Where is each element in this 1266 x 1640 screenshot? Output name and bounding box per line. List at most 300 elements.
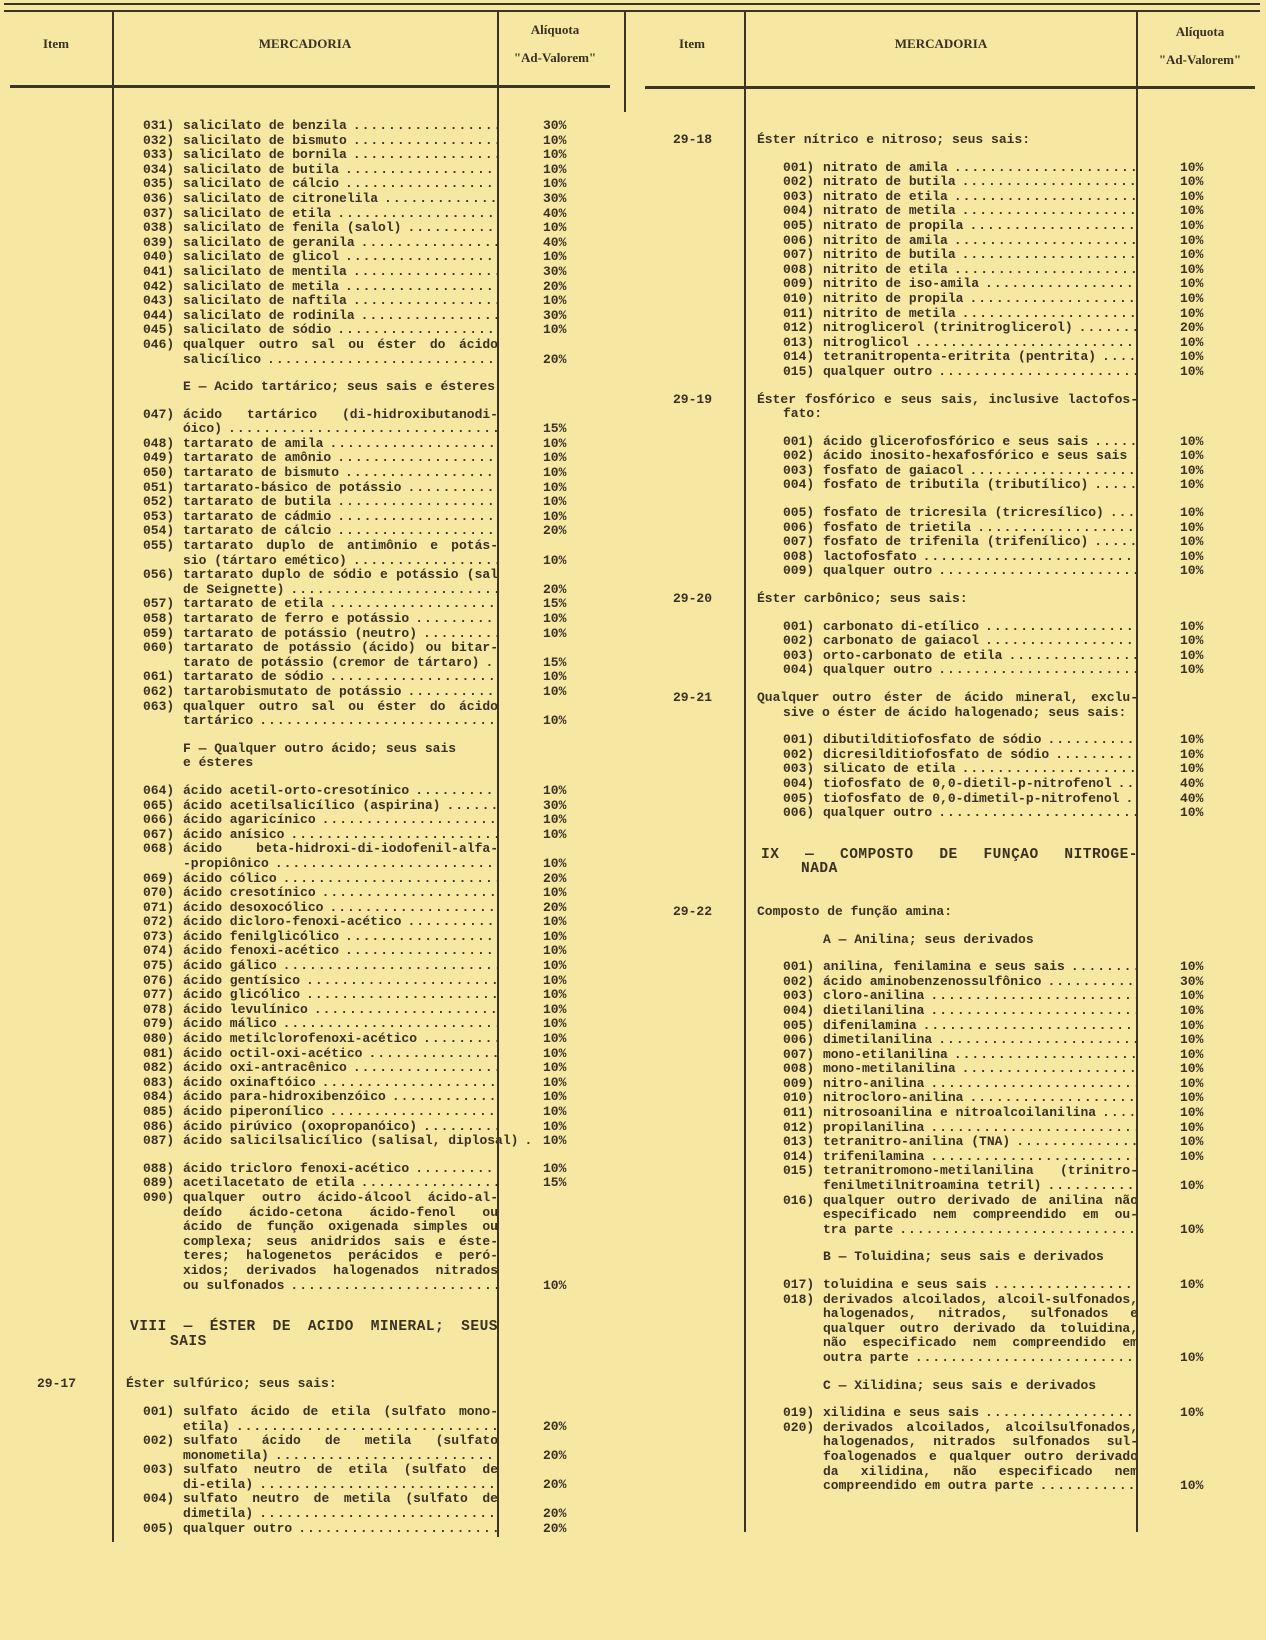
table-row[interactable] <box>640 989 1266 1004</box>
entry-code: 053) <box>143 508 175 524</box>
text-line-last <box>183 959 498 974</box>
entry-description <box>183 685 498 700</box>
table-row[interactable] <box>640 550 1266 565</box>
table-row[interactable] <box>640 234 1266 249</box>
entries-block <box>0 1162 620 1293</box>
rate-value: 40% <box>1180 790 1204 806</box>
table-row[interactable] <box>640 634 1266 649</box>
dot-leader <box>269 857 498 872</box>
entry-code: 012) <box>783 1119 815 1135</box>
entry-description <box>823 1194 1138 1238</box>
entry-code: 004) <box>783 1002 815 1018</box>
table-row[interactable] <box>0 236 620 251</box>
text-line-last <box>183 481 498 496</box>
table-row[interactable] <box>0 784 620 799</box>
table-row[interactable] <box>0 1463 620 1492</box>
entry-code: 009) <box>783 276 815 292</box>
entry-code: 071) <box>143 899 175 915</box>
table-row[interactable] <box>0 148 620 163</box>
text-line: ácido oxinaftóico <box>183 1074 316 1090</box>
rate-value: 10% <box>1180 805 1204 821</box>
table-row[interactable] <box>0 988 620 1003</box>
text-line: óico) <box>183 421 223 437</box>
table-row[interactable] <box>640 564 1266 579</box>
entry <box>783 1091 1138 1106</box>
text-line: sio (tártaro emético) <box>183 552 347 568</box>
entry-description <box>823 248 1138 263</box>
entry <box>143 1003 498 1018</box>
table-row[interactable] <box>0 192 620 207</box>
text-line: ácido pirúvico (oxopropanóico) <box>183 1118 418 1134</box>
table-row[interactable] <box>0 207 620 222</box>
mercadoria-cell <box>745 190 1138 205</box>
table-row[interactable] <box>640 263 1266 278</box>
table-row[interactable] <box>640 1194 1266 1238</box>
entry-code: 002) <box>783 973 815 989</box>
table-row[interactable] <box>640 435 1266 450</box>
text-line-last <box>183 828 498 843</box>
mercadoria-cell <box>113 1176 498 1191</box>
dot-leader <box>355 1176 498 1191</box>
dot-leader <box>956 1062 1138 1077</box>
text-line: fenilmetilnitroamina tetril) <box>823 1178 1042 1194</box>
mercadoria-cell <box>113 280 498 295</box>
table-row[interactable] <box>0 1061 620 1076</box>
table-row[interactable] <box>640 307 1266 322</box>
table-row[interactable] <box>0 119 620 134</box>
text-line-last <box>823 161 1138 176</box>
table-row[interactable] <box>0 959 620 974</box>
entry <box>143 250 498 265</box>
table-row[interactable] <box>640 748 1266 763</box>
table-row[interactable] <box>640 464 1266 479</box>
table-row[interactable] <box>640 219 1266 234</box>
table-row[interactable] <box>0 338 620 367</box>
table-row[interactable] <box>640 1406 1266 1421</box>
table-row[interactable] <box>640 365 1266 380</box>
text-line: Éster carbônico; seus sais: <box>757 591 968 607</box>
table-row[interactable] <box>640 292 1266 307</box>
entry <box>143 1162 498 1177</box>
text-line: -propiônico <box>183 855 269 871</box>
entry <box>783 464 1138 479</box>
dot-leader <box>956 762 1138 777</box>
entry <box>143 799 498 814</box>
rate-value: 10% <box>543 147 567 163</box>
entry-code: 006) <box>783 1032 815 1048</box>
entry-code: 015) <box>783 1163 815 1179</box>
table-row[interactable] <box>640 521 1266 536</box>
text-line: nitro-anilina <box>823 1075 925 1091</box>
table-row[interactable] <box>0 641 620 670</box>
section-heading <box>130 1320 498 1349</box>
table-row[interactable] <box>640 1293 1266 1366</box>
table-row[interactable] <box>0 568 620 597</box>
table-row[interactable] <box>0 1191 620 1293</box>
mercadoria-cell <box>113 1061 498 1076</box>
entry-description <box>183 1061 498 1076</box>
table-row[interactable] <box>0 1134 620 1149</box>
table-row[interactable] <box>0 1162 620 1177</box>
mercadoria-cell <box>113 700 498 729</box>
text-line: qualquer outro ácido-álcool ácido-al- <box>183 1189 498 1205</box>
rate-value: 10% <box>1180 217 1204 233</box>
table-row[interactable] <box>0 481 620 496</box>
entry-description <box>183 134 498 149</box>
table-row[interactable] <box>0 1434 620 1463</box>
text-line-last <box>183 670 498 685</box>
text-line-last <box>183 1162 498 1177</box>
table-row[interactable] <box>0 915 620 930</box>
entry-description <box>823 564 1138 579</box>
text-line-last <box>823 1135 1138 1150</box>
table-row[interactable] <box>0 944 620 959</box>
table-row[interactable] <box>0 280 620 295</box>
entry <box>143 338 498 367</box>
table-row[interactable] <box>0 451 620 466</box>
entry <box>783 521 1138 536</box>
table-row[interactable] <box>640 762 1266 777</box>
mercadoria-cell <box>745 1379 1138 1394</box>
entry-code: 046) <box>143 336 175 352</box>
table-row[interactable] <box>0 510 620 525</box>
table-row[interactable] <box>0 294 620 309</box>
entry-code: 001) <box>783 618 815 634</box>
table-row[interactable] <box>0 612 620 627</box>
entry-code: 014) <box>783 1148 815 1164</box>
text-line-last <box>183 656 498 671</box>
entry-code: 080) <box>143 1031 175 1047</box>
mercadoria-cell <box>745 975 1138 990</box>
table-row[interactable] <box>0 1176 620 1191</box>
mercadoria-cell <box>745 292 1138 307</box>
entry-description <box>183 177 498 192</box>
rate-value: 10% <box>1180 1349 1204 1365</box>
rate-value: 10% <box>1180 1105 1204 1121</box>
table-row[interactable] <box>640 1004 1266 1019</box>
rate-value: 40% <box>543 234 567 250</box>
entry-code: 008) <box>783 1061 815 1077</box>
table-row[interactable] <box>0 437 620 452</box>
table-row[interactable] <box>0 1492 620 1521</box>
table-row[interactable] <box>0 685 620 700</box>
table-row[interactable] <box>640 1150 1266 1165</box>
table-row[interactable] <box>640 806 1266 821</box>
rate-value: 10% <box>1180 633 1204 649</box>
table-row[interactable] <box>0 901 620 916</box>
entry <box>143 466 498 481</box>
dot-leader <box>230 1420 498 1435</box>
table-row[interactable] <box>640 792 1266 807</box>
entry <box>783 1033 1138 1048</box>
rate-value: 10% <box>543 552 567 568</box>
table-row[interactable] <box>0 177 620 192</box>
text-line-last <box>183 134 498 149</box>
entry <box>143 207 498 222</box>
entry-description <box>183 901 498 916</box>
table-row[interactable] <box>0 974 620 989</box>
text-line-last <box>183 813 498 828</box>
table-row[interactable] <box>640 1121 1266 1136</box>
table-row[interactable] <box>0 828 620 843</box>
text-line: qualquer outro derivado de anilina não <box>823 1192 1138 1208</box>
table-row[interactable] <box>640 336 1266 351</box>
entry-code: 004) <box>783 775 815 791</box>
rate-value: 10% <box>543 1160 567 1176</box>
dot-leader <box>948 161 1138 176</box>
mercadoria-cell <box>113 784 498 799</box>
table-row[interactable] <box>0 539 620 568</box>
rate-value: 10% <box>1180 761 1204 777</box>
table-row[interactable] <box>0 1003 620 1018</box>
table-row[interactable] <box>0 1090 620 1105</box>
entry-description <box>183 1176 498 1191</box>
table-row[interactable] <box>640 1033 1266 1048</box>
entry-description <box>183 1434 498 1463</box>
text-line-last <box>823 1121 1138 1136</box>
entries-block <box>640 506 1266 579</box>
table-row[interactable] <box>640 1019 1266 1034</box>
dot-leader <box>1073 321 1138 336</box>
position-description <box>757 691 1138 720</box>
table-row[interactable] <box>640 204 1266 219</box>
table-row[interactable] <box>640 975 1266 990</box>
dot-leader <box>323 437 498 452</box>
text-line: salicilato de cálcio <box>183 176 340 192</box>
table-row[interactable] <box>0 930 620 945</box>
table-row[interactable] <box>0 466 620 481</box>
table-row[interactable] <box>0 670 620 685</box>
table-row[interactable] <box>0 627 620 642</box>
text-line: NADA <box>801 861 838 878</box>
table-row[interactable] <box>640 1164 1266 1193</box>
subheading <box>823 933 1138 948</box>
table-row[interactable] <box>640 478 1266 493</box>
table-row[interactable] <box>0 250 620 265</box>
table-row[interactable] <box>0 1120 620 1135</box>
entry-description <box>183 1047 498 1062</box>
table-row[interactable] <box>640 1077 1266 1092</box>
table-row[interactable] <box>640 175 1266 190</box>
table-row[interactable] <box>640 506 1266 521</box>
table-row[interactable] <box>0 495 620 510</box>
subheading-block <box>640 933 1266 948</box>
table-row[interactable] <box>640 620 1266 635</box>
entry-description <box>823 350 1138 365</box>
dot-leader <box>331 207 498 222</box>
table-row[interactable] <box>640 350 1266 365</box>
text-line: Qualquer outro éster de ácido mineral, exclu- <box>757 690 1138 705</box>
table-row[interactable] <box>0 1047 620 1062</box>
entry <box>143 177 498 192</box>
position-code: 29-21 <box>672 690 712 705</box>
table-row[interactable] <box>0 323 620 338</box>
table-row[interactable] <box>0 872 620 887</box>
mercadoria-cell <box>745 960 1138 975</box>
table-row[interactable] <box>640 161 1266 176</box>
table-row[interactable] <box>640 248 1266 263</box>
table-row[interactable] <box>640 960 1266 975</box>
mercadoria-cell <box>745 449 1138 464</box>
text-line: ácido para-hidroxibenzóico <box>183 1089 386 1105</box>
dot-leader <box>909 336 1138 351</box>
text-line-last <box>823 1223 1138 1238</box>
entry-code: 002) <box>783 633 815 649</box>
entry-code: 006) <box>783 805 815 821</box>
entry-code: 009) <box>783 1075 815 1091</box>
entry-description <box>183 1162 498 1177</box>
text-line: ácido acetil-orto-cresotínico <box>183 782 410 798</box>
table-row[interactable] <box>0 309 620 324</box>
mercadoria-cell <box>113 612 498 627</box>
table-row[interactable] <box>640 449 1266 464</box>
mercadoria-cell <box>745 1062 1138 1077</box>
text-line: nitroglicerol (trinitroglicerol) <box>823 320 1073 336</box>
text-line: ácido desoxocólico <box>183 899 324 915</box>
table-row[interactable] <box>0 842 620 871</box>
table-row[interactable] <box>0 1522 620 1537</box>
subheading-block <box>640 1250 1266 1265</box>
table-row[interactable] <box>640 321 1266 336</box>
rate-value: 10% <box>543 669 567 685</box>
table-row[interactable] <box>0 886 620 901</box>
table-row[interactable] <box>0 799 620 814</box>
entry-description <box>183 539 498 568</box>
table-row[interactable] <box>0 1076 620 1091</box>
text-line: ácido inosito-hexafosfórico e seus sais <box>823 448 1128 464</box>
entry-description <box>823 777 1138 792</box>
entry-description <box>183 944 498 959</box>
table-row[interactable] <box>640 1421 1266 1494</box>
text-line: da xilidina, não especificado nem <box>823 1463 1138 1479</box>
header-mercadoria: MERCADORIA <box>894 36 988 51</box>
table-row[interactable] <box>640 1278 1266 1293</box>
table-row[interactable] <box>0 597 620 612</box>
text-line: E — Acido tartárico; seus sais e ésteres <box>183 379 496 395</box>
table-row[interactable] <box>0 1105 620 1120</box>
text-line: fosfato de tributila (tributílico) <box>823 477 1089 493</box>
heading-row <box>640 848 1266 877</box>
dot-leader <box>331 495 498 510</box>
text-line: nitroglicol <box>823 334 909 350</box>
text-line: xilidina e seus sais <box>823 1405 980 1421</box>
rate-value: 30% <box>543 797 567 813</box>
entry-description <box>183 309 498 324</box>
entry-code: 050) <box>143 465 175 481</box>
text-line: ácido levulínico <box>183 1001 308 1017</box>
entry <box>143 886 498 901</box>
text-line-last <box>823 478 1138 493</box>
entry-code: 003) <box>783 761 815 777</box>
entry-description <box>823 219 1138 234</box>
rate-value: 10% <box>543 1060 567 1076</box>
entry-description <box>183 784 498 799</box>
table-row[interactable] <box>0 408 620 437</box>
table-row[interactable] <box>0 163 620 178</box>
text-line-last <box>183 1090 498 1105</box>
header-aliquota: Alíquota <box>530 22 580 37</box>
table-row[interactable] <box>640 1091 1266 1106</box>
text-line: qualquer outro <box>823 805 933 821</box>
text-line: propilanilina <box>823 1119 925 1135</box>
rate-value: 10% <box>1180 1061 1204 1077</box>
entry-code: 003) <box>143 1462 175 1478</box>
entry-description <box>823 1091 1138 1106</box>
table-row[interactable] <box>0 1405 620 1434</box>
entry-code: 012) <box>783 320 815 336</box>
table-row[interactable] <box>0 1032 620 1047</box>
table-row[interactable] <box>640 190 1266 205</box>
text-line-last <box>823 190 1138 205</box>
dot-leader <box>1096 1106 1138 1121</box>
dot-leader <box>277 959 498 974</box>
table-row[interactable] <box>640 1135 1266 1150</box>
entry-code: 033) <box>143 147 175 163</box>
text-line: sulfato ácido de metila (sulfato <box>183 1433 498 1449</box>
rate-value: 10% <box>1180 534 1204 550</box>
entry-description <box>823 506 1138 521</box>
rate-value: 10% <box>543 1133 567 1149</box>
table-row[interactable] <box>640 277 1266 292</box>
table-row[interactable] <box>0 813 620 828</box>
entry <box>783 1106 1138 1121</box>
table-row[interactable] <box>0 221 620 236</box>
rate-value: 10% <box>543 1031 567 1047</box>
table-row[interactable] <box>0 524 620 539</box>
text-line: Éster sulfúrico; seus sais: <box>126 1376 337 1392</box>
entry-description <box>823 1293 1138 1366</box>
table-row[interactable] <box>640 649 1266 664</box>
entry-code: 041) <box>143 263 175 279</box>
text-line: salicilato de fenila (salol) <box>183 220 402 236</box>
entry-code: 009) <box>783 563 815 579</box>
entry-code: 013) <box>783 334 815 350</box>
rate-value: 10% <box>1180 959 1204 975</box>
entry-description <box>823 792 1138 807</box>
dot-leader <box>277 1017 498 1032</box>
table-row[interactable] <box>0 700 620 729</box>
table-row[interactable] <box>640 1048 1266 1063</box>
table-row[interactable] <box>640 777 1266 792</box>
entry-description <box>823 748 1138 763</box>
table-row[interactable] <box>640 535 1266 550</box>
table-row[interactable] <box>640 663 1266 678</box>
mercadoria-cell <box>745 1421 1138 1494</box>
text-line-last <box>823 350 1138 365</box>
table-row[interactable] <box>0 134 620 149</box>
text-line: salicilato de sódio <box>183 322 332 338</box>
rate-value: 10% <box>1180 363 1204 379</box>
dot-leader <box>355 236 498 251</box>
entry <box>143 1405 498 1434</box>
table-row[interactable] <box>640 1062 1266 1077</box>
table-row[interactable] <box>0 265 620 280</box>
table-row[interactable] <box>640 733 1266 748</box>
entry-description <box>823 1278 1138 1293</box>
text-line-last <box>183 1279 498 1294</box>
rate-value: 10% <box>543 1074 567 1090</box>
table-row[interactable] <box>0 1017 620 1032</box>
entry <box>143 1463 498 1492</box>
text-line-last <box>183 1133 519 1149</box>
table-row[interactable] <box>640 1106 1266 1121</box>
text-line: qualquer outro sal ou éster do ácido <box>183 336 498 352</box>
text-line-last <box>183 930 498 945</box>
dot-leader <box>1088 478 1138 493</box>
text-line: nitrito de butila <box>823 247 956 263</box>
text-line-last <box>183 451 498 466</box>
mercadoria-cell <box>113 265 498 280</box>
